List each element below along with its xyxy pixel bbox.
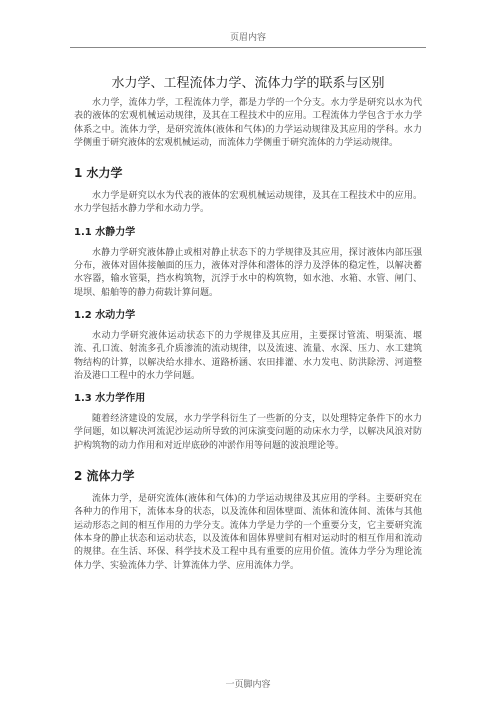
page-header: 页眉内容 bbox=[229, 33, 266, 43]
subsection-hydrodynamics bbox=[74, 309, 422, 383]
section-2-heading: 2 流体力学 bbox=[74, 469, 135, 484]
section-1-3-heading: 1.3 水力学作用 bbox=[74, 393, 146, 405]
section-1-heading: 1 水力学 bbox=[74, 166, 123, 181]
document-body bbox=[74, 72, 422, 573]
section-1-2-paragraph: 水动力学研究液体运动状态下的力学规律及其应用，主要探讨管流、明渠流、堰流、孔口流、射流多孔介质渗流的流动规律，以及流速、流量、水深、压力、水工建筑物结构的计算，以解决给水排水、道路桥涵、农田排灌、水力发电、防洪除涝、河道整治及港口工程中的水力学问题。 bbox=[74, 330, 422, 381]
section-2-paragraph: 流体力学，是研究流体(液体和气体)的力学运动规律及其应用的学科。主要研究在各种力的作用下，流体本身的状态，以及流体和固体壁面、流体和流体间、流体与其他运动形态之间的相互作用的力学分支。流体力学是力学的一个重要分支，它主要研究流体本身的静止状态和运动状态，以及流体和固体界壁间有相对运动时的相互作用和流动的规律。在生活、环保、科学技术及工程中具有重要的应用价值。流体力学分为理论流体力学、实验流体力学、计算流体力学、应用流体力学。 bbox=[74, 494, 422, 571]
section-fluid-mechanics bbox=[74, 469, 422, 573]
document-title: 水力学、工程流体力学、流体力学的联系与区别 bbox=[111, 76, 385, 91]
section-1-2-heading: 1.2 水动力学 bbox=[74, 309, 136, 321]
section-1-3-paragraph: 随着经济建设的发展，水力学学科衍生了一些新的分支，以处理特定条件下的水力学问题，如以解决河流泥沙运动所导致的河床演变问题的动床水力学，以解决风浪对防护构筑物的动力作用和对近岸底砂的冲淤作用等问题的波浪理论等。 bbox=[74, 414, 422, 451]
intro-paragraph: 水力学，流体力学，工程流体力学，都是力学的一个分支。水力学是研究以水为代表的液体的宏观机械运动规律，及其在工程技术中的应用。工程流体力学包含于水力学体系之中。流体力学，是研究流体(液体和气体)的力学运动规律及其应用的学科。水力学侧重于研究液体的宏观机械运动，而流体力学侧重于研究流体的力学运动规律。 bbox=[74, 98, 422, 148]
subsection-hydrostatics bbox=[74, 226, 422, 300]
section-1-paragraph: 水力学是研究以水为代表的液体的宏观机械运动规律，及其在工程技术中的应用。水力学包括水静力学和水动力学。 bbox=[74, 191, 422, 215]
header-divider bbox=[70, 47, 426, 48]
page-footer: 一页脚内容 bbox=[225, 680, 271, 690]
section-hydraulics bbox=[74, 166, 422, 453]
subsection-hydraulics-role bbox=[74, 392, 422, 453]
section-1-1-paragraph: 水静力学研究液体静止或相对静止状态下的力学规律及其应用，探讨液体内部压强分布，液体对固体接触面的压力，液体对浮体和潜体的浮力及浮体的稳定性，以解决蓄水容器，输水管渠，挡水构筑物，沉浮于水中的构筑物，如水池、水箱、水管、闸门、堤坝、船舶等的静力荷载计算问题。 bbox=[74, 247, 422, 298]
section-1-1-heading: 1.1 水静力学 bbox=[74, 226, 136, 238]
